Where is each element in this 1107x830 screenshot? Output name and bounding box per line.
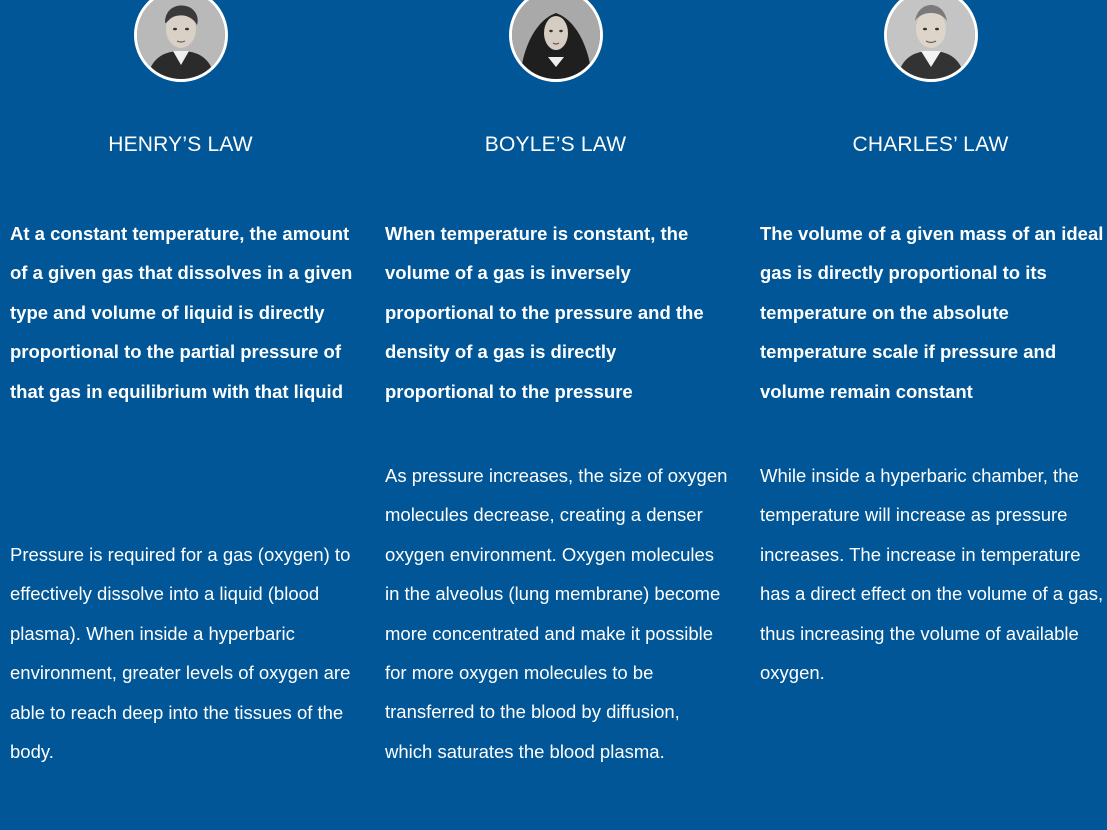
law-title: CHARLES’ LAW — [852, 133, 1009, 156]
law-title: HENRY’S LAW — [108, 133, 253, 156]
portrait-henry-icon — [134, 0, 228, 82]
law-explanation: Pressure is required for a gas (oxygen) to effectively dissolve into a liquid (blood plasma). When inside a hyperbaric environment, greater levels of oxygen are able to reach deep into the tissues of the body. — [10, 544, 351, 763]
law-title: BOYLE’S LAW — [484, 133, 627, 156]
portrait-charles-icon — [884, 0, 978, 82]
law-explanation: While inside a hyperbaric chamber, the temperature will increase as pressure increases. The increase in temperature has a direct effect on the volume of a gas, thus increasing the volume of available oxygen. — [760, 465, 1104, 684]
law-explanation: As pressure increases, the size of oxygen molecules decrease, creating a denser oxygen environment. Oxygen molecules in the alveolus (lung membrane) become more concentrated and make it possible for more oxygen molecules to be transferred to the blood by diffusion, which saturates the blood plasma. — [385, 465, 728, 762]
law-statement: When temperature is constant, the volume of a gas is inversely proportional to the pressure and the density of a gas is directly proportional to the pressure — [385, 223, 704, 402]
law-statement: At a constant temperature, the amount of a given gas that dissolves in a given type and volume of liquid is directly proportional to the partial pressure of that gas in equilibrium with that liquid — [10, 223, 353, 402]
law-statement: The volume of a given mass of an ideal gas is directly proportional to its temperature on the absolute temperature scale if pressure and volume remain constant — [760, 223, 1104, 402]
portrait-boyle-icon — [509, 0, 603, 82]
